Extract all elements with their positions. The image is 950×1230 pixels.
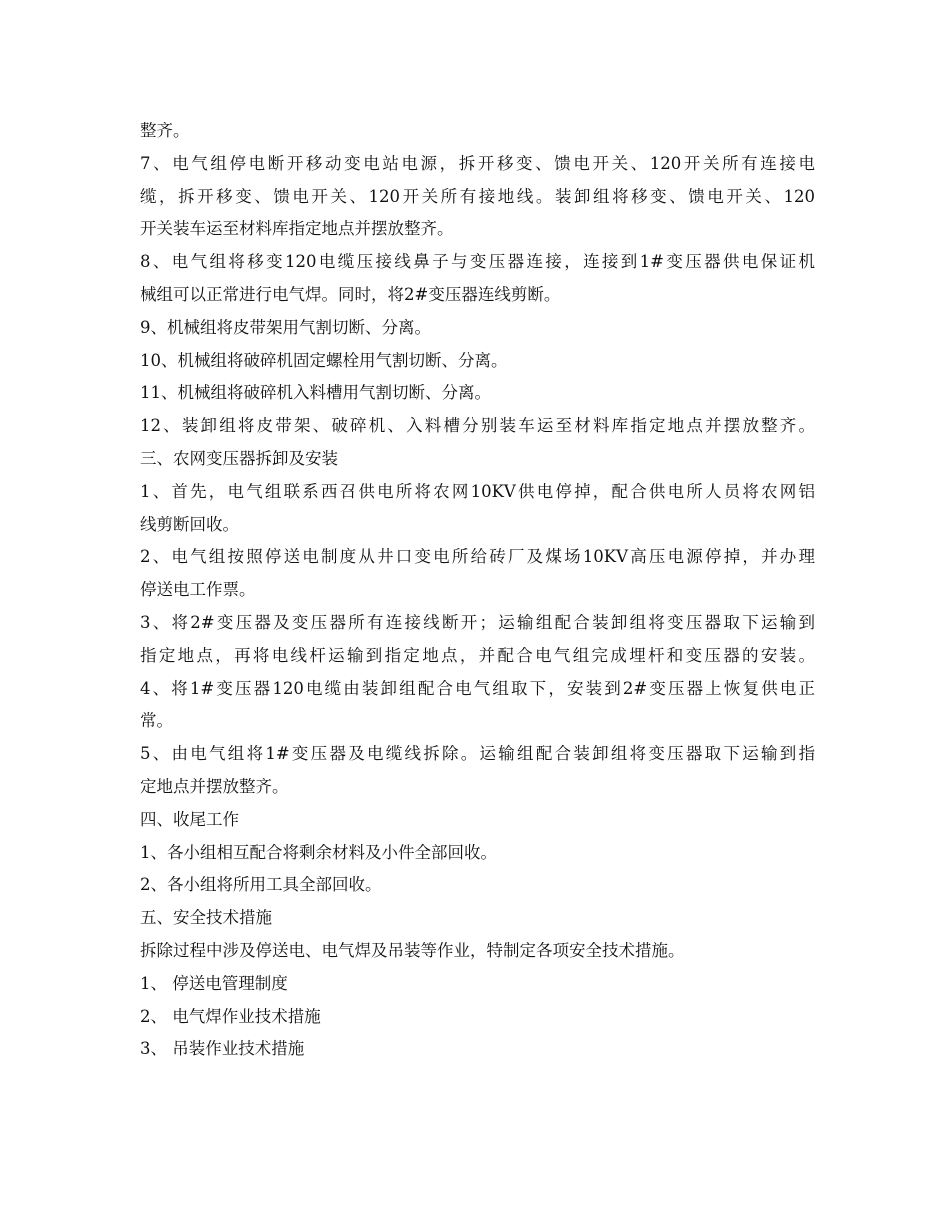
- text-line: 4、将1#变压器120电缆由装卸组配合电气组取下，安装到2#变压器上恢复供电正: [140, 678, 815, 698]
- text-line: 1、各小组相互配合将剩余材料及小件全部回收。: [140, 842, 497, 862]
- section-heading: 四、收尾工作: [140, 809, 239, 829]
- text-line: 11、机械组将破碎机入料槽用气割切断、分离。: [140, 383, 491, 403]
- text-line: 7、电气组停电断开移动变电站电源，拆开移变、馈电开关、120开关所有连接电: [140, 153, 815, 173]
- text-line: 拆除过程中涉及停送电、电气焊及吊装等作业，特制定各项安全技术措施。: [140, 940, 685, 960]
- text-line: 开关装车运至材料库指定地点并摆放整齐。: [140, 219, 454, 239]
- document-page: [140, 115, 815, 1066]
- text-line: 1、首先，电气组联系西召供电所将农网10KV供电停掉，配合供电所人员将农网铝: [140, 481, 815, 501]
- text-line: 2、各小组将所用工具全部回收。: [140, 875, 382, 895]
- text-line: 9、机械组将皮带架用气割切断、分离。: [140, 317, 431, 337]
- section-heading: 五、安全技术措施: [140, 908, 272, 928]
- text-line: 线剪断回收。: [140, 514, 239, 534]
- text-line: 常。: [140, 711, 173, 731]
- text-line: 8、电气组将移变120电缆压接线鼻子与变压器连接，连接到1#变压器供电保证机: [140, 252, 815, 272]
- text-line: 缆，拆开移变、馈电开关、120开关所有接地线。装卸组将移变、馈电开关、120: [140, 186, 815, 206]
- list-item: 2、 电气焊作业技术措施: [140, 1006, 321, 1026]
- text-line: 械组可以正常进行电气焊。同时，将2#变压器连线剪断。: [140, 284, 561, 304]
- list-item: 3、 吊装作业技术措施: [140, 1039, 305, 1059]
- text-line: 2、电气组按照停送电制度从井口变电所给砖厂及煤场10KV高压电源停掉，并办理: [140, 547, 815, 567]
- section-heading: 三、农网变压器拆卸及安装: [140, 448, 338, 468]
- text-line: 整齐。: [140, 121, 190, 140]
- text-line: 定地点并摆放整齐。: [140, 776, 289, 796]
- text-line: 5、由电气组将1#变压器及电缆线拆除。运输组配合装卸组将变压器取下运输到指: [140, 744, 815, 764]
- text-line: 10、机械组将破碎机固定螺栓用气割切断、分离。: [140, 350, 508, 370]
- text-line: 指定地点，再将电线杆运输到指定地点，并配合电气组完成埋杆和变压器的安装。: [140, 645, 815, 665]
- list-item: 1、 停送电管理制度: [140, 973, 288, 993]
- text-line: 停送电工作票。: [140, 580, 256, 600]
- text-line: 3、将2#变压器及变压器所有连接线断开；运输组配合装卸组将变压器取下运输到: [140, 612, 815, 632]
- text-line: 12、装卸组将皮带架、破碎机、入料槽分别装车运至材料库指定地点并摆放整齐。: [140, 416, 815, 436]
